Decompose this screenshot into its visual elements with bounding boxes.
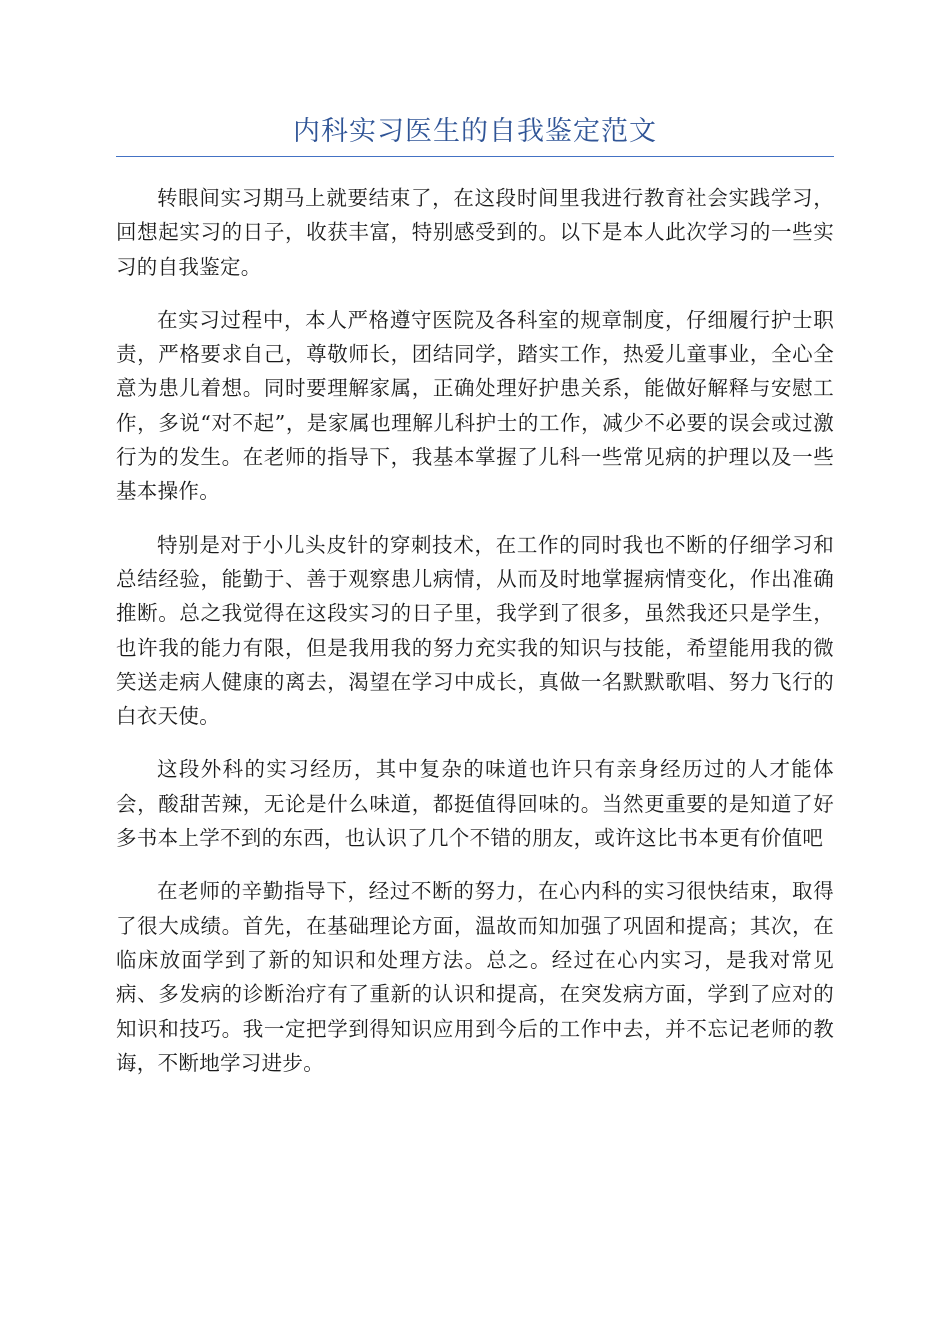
paragraph-2: 在实习过程中，本人严格遵守医院及各科室的规章制度，仔细履行护士职责，严格要求自己，尊敬师长，团结同学，踏实工作，热爱儿童事业，全心全意为患儿着想。同时要理解家属，正确处理好护患关系，能做好解释与安慰工作，多说“对不起”，是家属也理解儿科护士的工作，减少不必要的误会或过激行为的发生。在老师的指导下，我基本掌握了儿科一些常见病的护理以及一些基本操作。 <box>116 307 834 504</box>
paragraph-1: 转眼间实习期马上就要结束了，在这段时间里我进行教育社会实践学习，回想起实习的日子，收获丰富，特别感受到的。以下是本人此次学习的一些实习的自我鉴定。 <box>116 186 834 279</box>
paragraph-3: 特别是对于小儿头皮针的穿刺技术，在工作的同时我也不断的仔细学习和总结经验，能勤于、善于观察患儿病情，从而及时地掌握病情变化，作出准确推断。总之我觉得在这段实习的日子里，我学到了很多，虽然我还只是学生，也许我的能力有限，但是我用我的努力充实我的知识与技能，希望能用我的微笑送走病人健康的离去，渴望在学习中成长，真做一名默默歌唱、努力飞行的白衣天使。 <box>116 532 834 729</box>
document-title: 内科实习医生的自我鉴定范文 <box>116 110 834 157</box>
document-page <box>116 110 834 1099</box>
document-body <box>116 181 834 1080</box>
paragraph-5: 在老师的辛勤指导下，经过不断的努力，在心内科的实习很快结束，取得了很大成绩。首先，在基础理论方面，温故而知加强了巩固和提高；其次，在临床放面学到了新的知识和处理方法。总之。经过在心内实习，是我对常见病、多发病的诊断治疗有了重新的认识和提高，在突发病方面，学到了应对的知识和技巧。我一定把学到得知识应用到今后的工作中去，并不忘记老师的教诲，不断地学习进步。 <box>116 879 834 1075</box>
paragraph-4: 这段外科的实习经历，其中复杂的味道也许只有亲身经历过的人才能体会，酸甜苦辣，无论是什么味道，都挺值得回味的。当然更重要的是知道了好多书本上学不到的东西，也认识了几个不错的朋友，或许这比书本更有价值吧 <box>116 757 834 851</box>
